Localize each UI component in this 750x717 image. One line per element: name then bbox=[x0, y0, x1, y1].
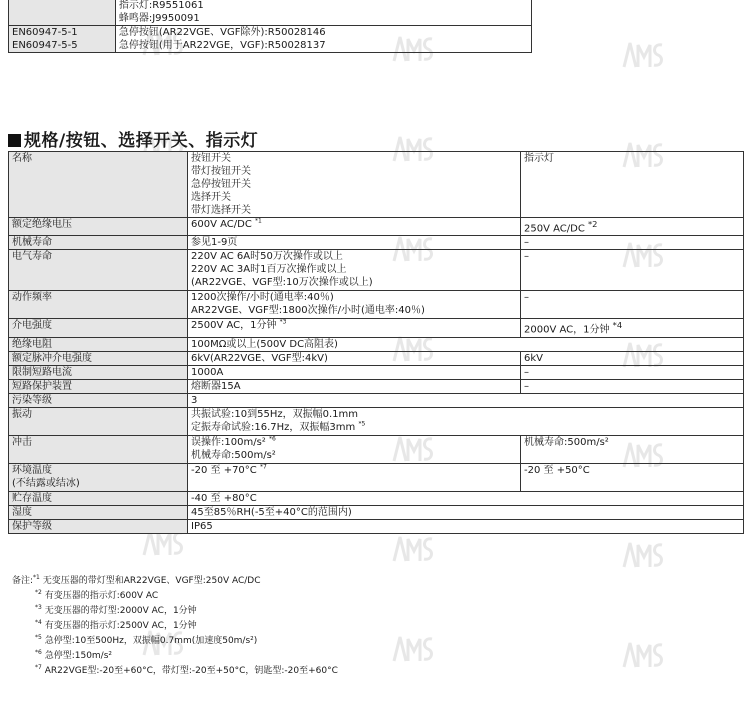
section-title: 规格/按钮、选择开关、指示灯 bbox=[8, 126, 258, 151]
footnotes bbox=[12, 572, 338, 677]
table-row bbox=[9, 379, 744, 393]
spec-name-cell: 电气寿命 bbox=[9, 250, 188, 291]
amst-logo-watermark-icon bbox=[620, 37, 668, 73]
table-row bbox=[9, 337, 744, 351]
spec-indicator-value-cell: – bbox=[521, 365, 744, 379]
footnote: $^{*5}$ 急停型:10至500Hz，双振幅0.7mm(加速度50m/s²) bbox=[35, 634, 258, 646]
spec-indicator-value-cell: – bbox=[521, 250, 744, 291]
spec-button-value-cell: IP65 bbox=[188, 519, 744, 533]
footnote: $^{*7}$ AR22VGE型:-20至+60°C，带灯型:-20至+50°C，钥匙型:-20至+60°C bbox=[35, 664, 338, 676]
table-row bbox=[9, 250, 744, 291]
spec-name-cell: 冲击 bbox=[9, 435, 188, 463]
table-row bbox=[9, 218, 744, 236]
table-row bbox=[9, 351, 744, 365]
amst-logo-watermark-icon bbox=[620, 537, 668, 573]
spec-indicator-value-cell: 250V AC/DC $^{*2}$ bbox=[521, 218, 744, 236]
standard-cell: EN60947-5-1 EN60947-5-5 bbox=[9, 26, 116, 53]
spec-name-cell: 湿度 bbox=[9, 505, 188, 519]
table-row bbox=[9, 26, 532, 53]
spec-name-cell: 限制短路电流 bbox=[9, 365, 188, 379]
amst-logo-watermark-icon bbox=[390, 631, 438, 667]
footnote: 备注:$^{*1}$ 无变压器的带灯型和AR22VGE、VGF型:250V AC/DC bbox=[12, 574, 261, 586]
table-header-row bbox=[9, 152, 744, 218]
table-row bbox=[9, 0, 532, 26]
spec-name-cell: 机械寿命 bbox=[9, 236, 188, 250]
spec-button-value-cell: -40 至 +80°C bbox=[188, 491, 744, 505]
spec-indicator-value-cell: 6kV bbox=[521, 351, 744, 365]
spec-button-value-cell: 误操作:100m/s² $^{*6}$ 机械寿命:500m/s² bbox=[188, 435, 521, 463]
spec-indicator-value-cell: – bbox=[521, 236, 744, 250]
spec-button-value-cell: -20 至 +70°C $^{*7}$ bbox=[188, 463, 521, 491]
spec-name-cell: 贮存温度 bbox=[9, 491, 188, 505]
spec-name-cell: 绝缘电阻 bbox=[9, 337, 188, 351]
spec-button-value-cell: 熔断器15A bbox=[188, 379, 521, 393]
spec-name-cell: 额定绝缘电压 bbox=[9, 218, 188, 236]
footnote: $^{*2}$ 有变压器的指示灯:600V AC bbox=[35, 589, 159, 601]
spec-button-value-cell: 6kV(AR22VGE、VGF型:4kV) bbox=[188, 351, 521, 365]
spec-indicator-value-cell: – bbox=[521, 291, 744, 319]
spec-name-cell: 动作频率 bbox=[9, 291, 188, 319]
spec-name-cell: 振动 bbox=[9, 407, 188, 435]
spec-table bbox=[8, 151, 744, 534]
spec-name-cell: 保护等级 bbox=[9, 519, 188, 533]
table-row bbox=[9, 505, 744, 519]
spec-button-value-cell: 参见1-9页 bbox=[188, 236, 521, 250]
standard-cell bbox=[9, 0, 116, 26]
spec-indicator-value-cell: -20 至 +50°C bbox=[521, 463, 744, 491]
table-row bbox=[9, 236, 744, 250]
spec-name-cell: 污染等级 bbox=[9, 393, 188, 407]
spec-name-cell: 介电强度 bbox=[9, 319, 188, 337]
spec-indicator-value-cell: – bbox=[521, 379, 744, 393]
table-row bbox=[9, 435, 744, 463]
standards-table bbox=[8, 0, 532, 53]
table-row bbox=[9, 365, 744, 379]
spec-indicator-value-cell: 机械寿命:500m/s² bbox=[521, 435, 744, 463]
table-row bbox=[9, 407, 744, 435]
spec-button-value-cell: 600V AC/DC $^{*1}$ bbox=[188, 218, 521, 236]
footnote: $^{*3}$ 无变压器的带灯型:2000V AC，1分钟 bbox=[35, 604, 197, 616]
table-row bbox=[9, 519, 744, 533]
spec-name-cell: 额定脉冲介电强度 bbox=[9, 351, 188, 365]
amst-logo-watermark-icon bbox=[620, 637, 668, 673]
footnote: $^{*6}$ 急停型:150m/s² bbox=[35, 649, 113, 661]
header-indicator: 指示灯 bbox=[521, 152, 744, 218]
spec-button-value-cell: 45至85％RH(-5至+40°C的范围内) bbox=[188, 505, 744, 519]
black-square-icon bbox=[8, 134, 21, 147]
table-row bbox=[9, 491, 744, 505]
header-buttons: 按钮开关 带灯按钮开关 急停按钮开关 选择开关 带灯选择开关 bbox=[188, 152, 521, 218]
spec-name-cell: 短路保护装置 bbox=[9, 379, 188, 393]
spec-button-value-cell: 3 bbox=[188, 393, 744, 407]
table-row bbox=[9, 319, 744, 337]
footnote: $^{*4}$ 有变压器的指示灯:2500V AC，1分钟 bbox=[35, 619, 197, 631]
amst-logo-watermark-icon bbox=[390, 531, 438, 567]
spec-button-value-cell: 220V AC 6A时50万次操作或以上 220V AC 3A时1百万次操作或以上 (AR22VGE、VGF型:10万次操作或以上) bbox=[188, 250, 521, 291]
header-name: 名称 bbox=[9, 152, 188, 218]
spec-button-value-cell: 100MΩ或以上(500V DC高阻表) bbox=[188, 337, 744, 351]
spec-name-cell: 环境温度 (不结露或结冰) bbox=[9, 463, 188, 491]
spec-indicator-value-cell: 2000V AC，1分钟 $^{*4}$ bbox=[521, 319, 744, 337]
spec-button-value-cell: 1000A bbox=[188, 365, 521, 379]
item-cell: 指示灯:R9551061 蜂鸣器:J9950091 bbox=[115, 0, 531, 26]
spec-button-value-cell: 2500V AC，1分钟 $^{*3}$ bbox=[188, 319, 521, 337]
table-row bbox=[9, 463, 744, 491]
table-row bbox=[9, 393, 744, 407]
spec-button-value-cell: 1200次操作/小时(通电率:40％) AR22VGE、VGF型:1800次操作/小时(通电率:40％) bbox=[188, 291, 521, 319]
spec-button-value-cell: 共振试验:10到55Hz，双振幅0.1mm 定振寿命试验:16.7Hz，双振幅3mm $^{*5}$ bbox=[188, 407, 744, 435]
item-cell: 急停按钮(AR22VGE、VGF除外):R50028146 急停按钮(用于AR22VGE，VGF):R50028137 bbox=[115, 26, 531, 53]
table-row bbox=[9, 291, 744, 319]
